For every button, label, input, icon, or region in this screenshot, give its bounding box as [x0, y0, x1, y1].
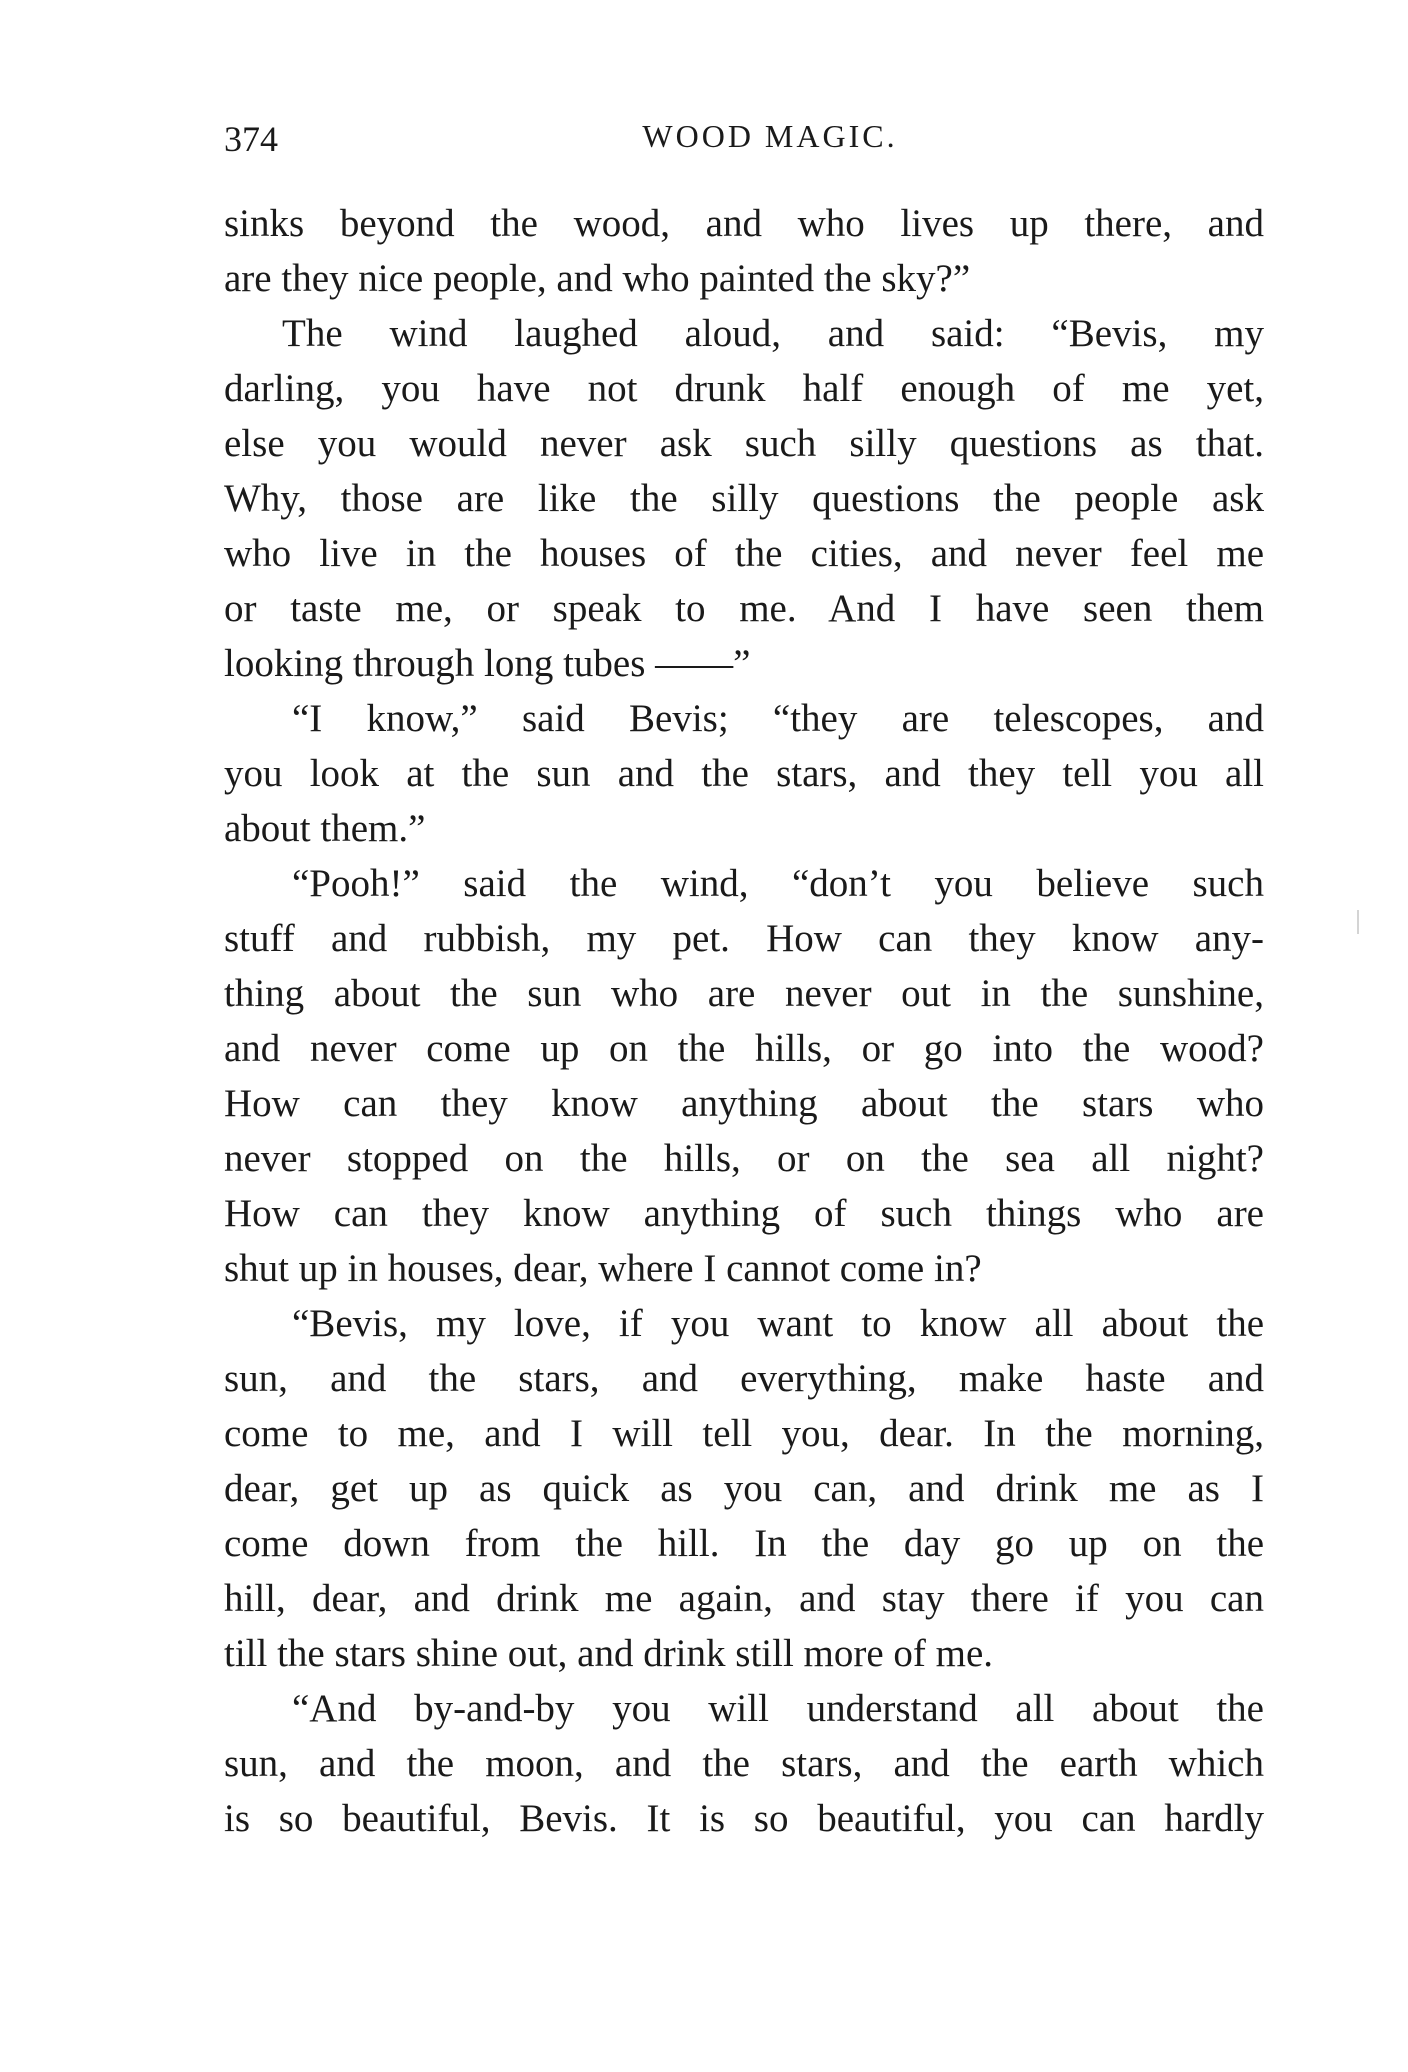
text-line: sinks beyond the wood, and who lives up there, and [224, 202, 1264, 245]
text-line: dear, get up as quick as you can, and drink me as I [224, 1467, 1264, 1510]
text-line: sun, and the stars, and everything, make haste and [224, 1357, 1264, 1400]
text-line: never stopped on the hills, or on the sea all night? [224, 1137, 1264, 1180]
page-number: 374 [224, 119, 278, 159]
text-line: who live in the houses of the cities, and never feel me [224, 532, 1264, 575]
running-title: WOOD MAGIC. [642, 118, 898, 154]
text-line: else you would never ask such silly questions as that. [224, 422, 1264, 465]
text-line: How can they know anything of such things who are [224, 1192, 1264, 1235]
text-line: “Pooh!” said the wind, “don’t you believe such [292, 862, 1264, 905]
text-line: is so beautiful, Bevis. It is so beautiful, you can hardly [224, 1797, 1264, 1840]
text-line: hill, dear, and drink me again, and stay there if you can [224, 1577, 1264, 1620]
text-line: “I know,” said Bevis; “they are telescopes, and [292, 697, 1264, 740]
text-line: thing about the sun who are never out in the sunshine, [224, 972, 1264, 1015]
text-line: The wind laughed aloud, and said: “Bevis, my [282, 312, 1264, 355]
text-line: “And by-and-by you will understand all about the [292, 1687, 1264, 1730]
text-line: come to me, and I will tell you, dear. In the morning, [224, 1412, 1264, 1455]
text-line: you look at the sun and the stars, and they tell you all [224, 752, 1264, 795]
text-line: come down from the hill. In the day go up on the [224, 1522, 1264, 1565]
text-line: about them.” [224, 807, 426, 850]
text-line: How can they know anything about the stars who [224, 1082, 1264, 1125]
text-line: stuff and rubbish, my pet. How can they know any- [224, 917, 1264, 960]
running-head [224, 118, 1264, 168]
text-line: are they nice people, and who painted the sky?” [224, 257, 971, 300]
text-line: sun, and the moon, and the stars, and the earth which [224, 1742, 1264, 1785]
text-line: Why, those are like the silly questions the people ask [224, 477, 1264, 520]
text-line: or taste me, or speak to me. And I have seen them [224, 587, 1264, 630]
text-line: darling, you have not drunk half enough of me yet, [224, 367, 1264, 410]
text-line: and never come up on the hills, or go into the wood? [224, 1027, 1264, 1070]
text-line: shut up in houses, dear, where I cannot come in? [224, 1247, 982, 1290]
text-line: till the stars shine out, and drink still more of me. [224, 1632, 994, 1675]
body-text [224, 196, 1264, 1846]
margin-scan-mark [1357, 910, 1359, 934]
text-line: “Bevis, my love, if you want to know all about the [292, 1302, 1264, 1345]
text-line: looking through long tubes ——” [224, 642, 751, 685]
